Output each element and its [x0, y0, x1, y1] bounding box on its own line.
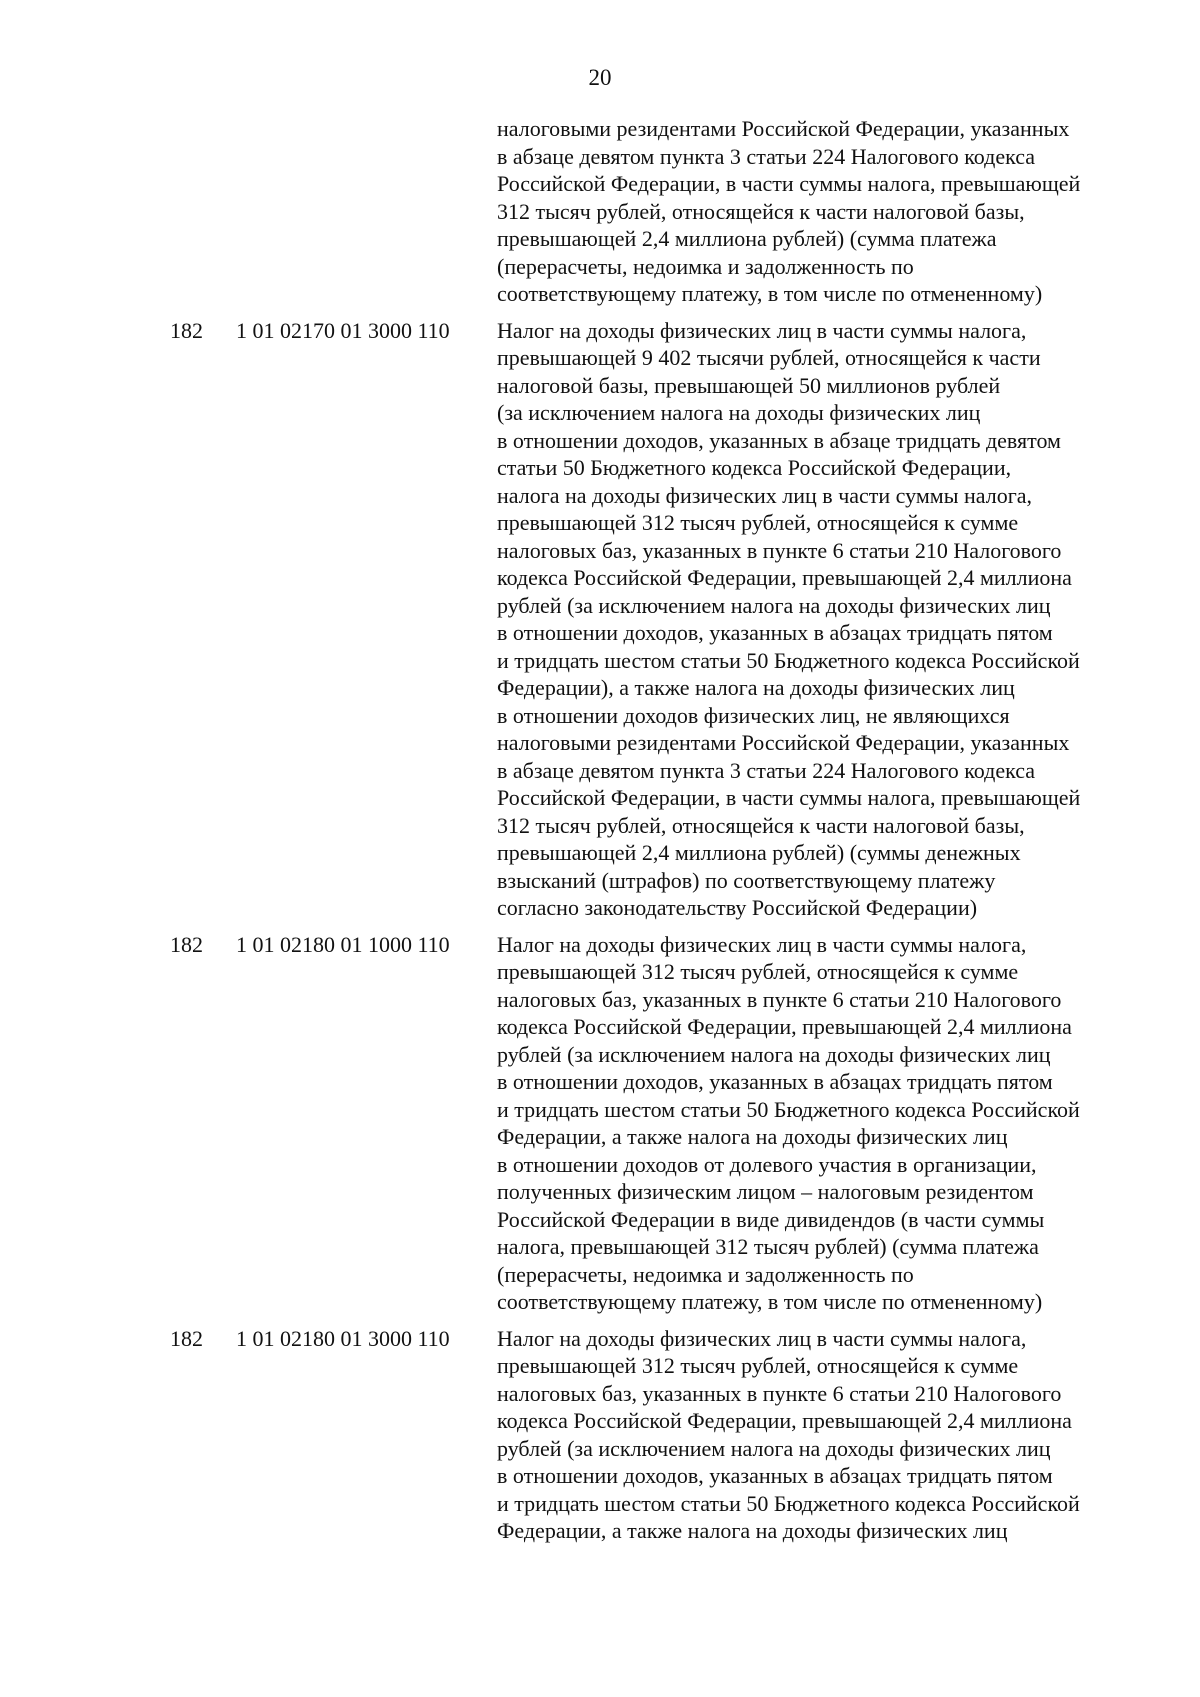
description-line: налоговой базы, превышающей 50 миллионов рублей	[497, 372, 1001, 398]
income-description	[497, 1325, 1122, 1545]
description-line: Налог на доходы физических лиц в части суммы налога,	[497, 1325, 1027, 1351]
description-line: налога на доходы физических лиц в части суммы налога,	[497, 482, 1032, 508]
description-line: и тридцать шестом статьи 50 Бюджетного кодекса Российской	[497, 1490, 1080, 1516]
table-row	[0, 931, 1200, 1316]
kbk-code: 1 01 02180 01 3000 110	[236, 1325, 450, 1351]
income-description	[497, 317, 1122, 922]
income-description	[497, 115, 1122, 308]
description-line: Федерации), а также налога на доходы физических лиц	[497, 675, 1015, 700]
admin-code: 182	[170, 931, 203, 957]
description-line: в абзаце девятом пункта 3 статьи 224 Налогового кодекса	[497, 143, 1036, 169]
description-line: рублей (за исключением налога на доходы физических лиц	[497, 592, 1051, 618]
kbk-code: 1 01 02180 01 1000 110	[236, 931, 450, 957]
description-line: соответствующему платежу, в том числе по отмененному)	[497, 281, 1043, 306]
description-line: кодекса Российской Федерации, превышающей 2,4 миллиона	[497, 565, 1072, 590]
description-line: Российской Федерации в виде дивидендов (в части суммы	[497, 1206, 1045, 1232]
description-line: и тридцать шестом статьи 50 Бюджетного кодекса Российской	[497, 647, 1080, 673]
table-row	[0, 317, 1200, 922]
description-line: рублей (за исключением налога на доходы физических лиц	[497, 1041, 1051, 1067]
description-line: налоговыми резидентами Российской Федерации, указанных	[497, 730, 1070, 755]
description-line: Налог на доходы физических лиц в части суммы налога,	[497, 317, 1027, 343]
description-line: кодекса Российской Федерации, превышающей 2,4 миллиона	[497, 1408, 1072, 1433]
description-line: превышающей 312 тысяч рублей, относящейся к сумме	[497, 1353, 1019, 1378]
description-line: налоговыми резидентами Российской Федерации, указанных	[497, 116, 1070, 141]
description-line: Налог на доходы физических лиц в части суммы налога,	[497, 931, 1027, 957]
description-line: Российской Федерации, в части суммы налога, превышающей	[497, 785, 1081, 810]
description-line: в отношении доходов, указанных в абзацах тридцать пятом	[497, 620, 1053, 645]
description-line: налога, превышающей 312 тысяч рублей) (сумма платежа	[497, 1234, 1039, 1259]
description-line: превышающей 9 402 тысячи рублей, относящейся к части	[497, 345, 1041, 370]
description-line: 312 тысяч рублей, относящейся к части налоговой базы,	[497, 198, 1025, 224]
description-line: полученных физическим лицом – налоговым резидентом	[497, 1179, 1034, 1204]
description-line: Федерации, а также налога на доходы физических лиц	[497, 1518, 1008, 1543]
description-line: в отношении доходов, указанных в абзацах тридцать пятом	[497, 1069, 1053, 1094]
description-line: взысканий (штрафов) по соответствующему платежу	[497, 867, 996, 893]
description-line: 312 тысяч рублей, относящейся к части налоговой базы,	[497, 812, 1025, 838]
description-line: кодекса Российской Федерации, превышающей 2,4 миллиона	[497, 1014, 1072, 1039]
table-row	[0, 1325, 1200, 1545]
admin-code: 182	[170, 1325, 203, 1351]
kbk-code: 1 01 02170 01 3000 110	[236, 317, 450, 343]
description-line: превышающей 2,4 миллиона рублей) (сумма платежа	[497, 226, 997, 251]
description-line: в отношении доходов физических лиц, не являющихся	[497, 702, 1010, 728]
description-line: превышающей 2,4 миллиона рублей) (суммы денежных	[497, 840, 1021, 865]
page-number: 20	[588, 65, 612, 90]
description-line: налоговых баз, указанных в пункте 6 статьи 210 Налогового	[497, 1380, 1062, 1406]
description-line: в абзаце девятом пункта 3 статьи 224 Налогового кодекса	[497, 757, 1036, 783]
description-line: статьи 50 Бюджетного кодекса Российской Федерации,	[497, 455, 1012, 480]
description-line: в отношении доходов от долевого участия в организации,	[497, 1151, 1037, 1177]
description-line: и тридцать шестом статьи 50 Бюджетного кодекса Российской	[497, 1096, 1080, 1122]
description-line: налоговых баз, указанных в пункте 6 статьи 210 Налогового	[497, 986, 1062, 1012]
description-line: Федерации, а также налога на доходы физических лиц	[497, 1124, 1008, 1149]
description-line: в отношении доходов, указанных в абзаце тридцать девятом	[497, 427, 1061, 453]
description-line: превышающей 312 тысяч рублей, относящейся к сумме	[497, 510, 1019, 535]
description-line: (перерасчеты, недоимка и задолженность по	[497, 1261, 914, 1287]
table-row	[0, 115, 1200, 308]
admin-code: 182	[170, 317, 203, 343]
description-line: в отношении доходов, указанных в абзацах тридцать пятом	[497, 1463, 1053, 1488]
description-line: Российской Федерации, в части суммы налога, превышающей	[497, 171, 1081, 196]
description-line: соответствующему платежу, в том числе по отмененному)	[497, 1289, 1043, 1314]
description-line: налоговых баз, указанных в пункте 6 статьи 210 Налогового	[497, 537, 1062, 563]
description-line: рублей (за исключением налога на доходы физических лиц	[497, 1435, 1051, 1461]
description-line: (перерасчеты, недоимка и задолженность по	[497, 253, 914, 279]
description-line: (за исключением налога на доходы физических лиц	[497, 400, 981, 425]
budget-classification-table	[0, 115, 1200, 1545]
income-description	[497, 931, 1122, 1316]
description-line: превышающей 312 тысяч рублей, относящейся к сумме	[497, 959, 1019, 984]
description-line: согласно законодательству Российской Федерации)	[497, 895, 978, 920]
